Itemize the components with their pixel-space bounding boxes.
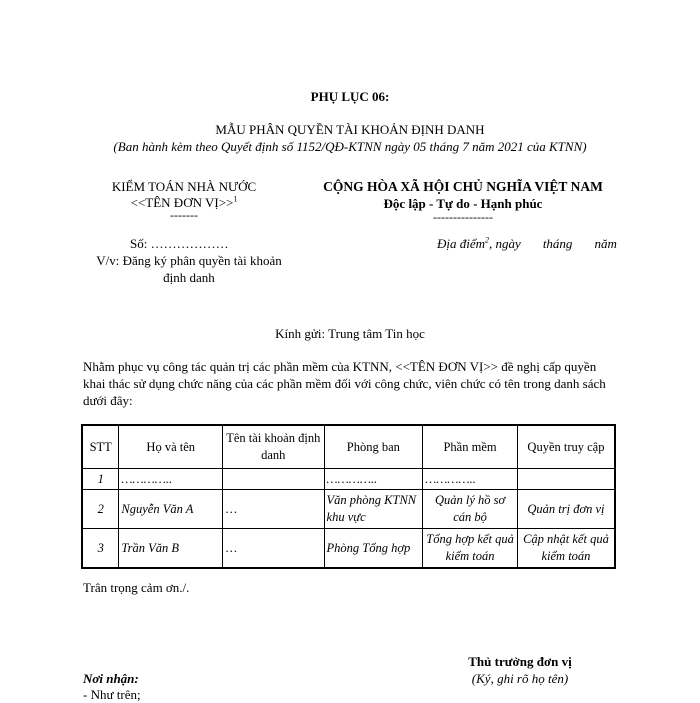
cell-account [223, 469, 324, 490]
intro-paragraph: Nhằm phục vụ công tác quản trị các phần mềm của KTNN, <<TÊN ĐƠN VỊ>> đề nghị cấp quyền khai thác sử dụng chức năng của các phần mềm đối với công chức, viên chức có tên trong danh sách dưới đây: [83, 359, 606, 408]
cell-role: Quản trị đơn vị [517, 490, 615, 529]
permission-table [81, 424, 616, 569]
cell-dept: Phòng Tổng hợp [324, 529, 423, 569]
header-software: Phần mềm [423, 425, 518, 469]
decision-reference: (Ban hành kèm theo Quyết định số 1152/QĐ-KTNN ngày 05 tháng 7 năm 2021 của KTNN) [113, 139, 587, 154]
unit-name-text: <<TÊN ĐƠN VỊ>> [130, 195, 234, 210]
cell-account: … [223, 529, 324, 569]
recipient-line: Kính gửi: Trung tâm Tin học [275, 326, 425, 341]
place-date [437, 236, 617, 252]
signature-instruction: (Ký, ghi rõ họ tên) [471, 671, 569, 686]
cell-account: … [223, 490, 324, 529]
header-stt: STT [82, 425, 119, 469]
cell-dept: Văn phòng KTNN khu vực [324, 490, 423, 529]
closing-line: Trân trọng cảm ơn./. [83, 580, 190, 595]
cell-stt: 1 [82, 469, 119, 490]
document-title: MẪU PHÂN QUYỀN TÀI KHOẢN ĐỊNH DANH [215, 122, 485, 137]
country-name: CỘNG HÒA XÃ HỘI CHỦ NGHĨA VIỆT NAM [323, 179, 603, 194]
cell-name: ………….. [119, 469, 223, 490]
receivers-item: - Như trên; [83, 687, 141, 702]
cell-stt: 2 [82, 490, 119, 529]
organization-name: KIỂM TOÁN NHÀ NƯỚC [111, 179, 257, 194]
place-label: Địa điểm [437, 236, 486, 251]
signer-title: Thủ trưởng đơn vị [468, 654, 572, 669]
cell-software: ………….. [423, 469, 518, 490]
table-row [82, 529, 615, 569]
document-subject: V/v: Đăng ký phân quyền tài khoản định danh [96, 253, 282, 285]
month-label: tháng [542, 236, 573, 251]
cell-software: Quản lý hồ sơ cán bộ [423, 490, 518, 529]
cell-dept: ………….. [324, 469, 423, 490]
header-name: Họ và tên [119, 425, 223, 469]
cell-stt: 3 [82, 529, 119, 569]
header-role: Quyền truy cập [517, 425, 615, 469]
cell-role: Cập nhật kết quả kiểm toán [517, 529, 615, 569]
header-account: Tên tài khoản định danh [223, 425, 324, 469]
cell-software: Tổng hợp kết quả kiểm toán [423, 529, 518, 569]
cell-name: Nguyễn Văn A [119, 490, 223, 529]
cell-role [517, 469, 615, 490]
table-row [82, 469, 615, 490]
header-dept: Phòng ban [324, 425, 423, 469]
organization-divider: ------- [170, 208, 198, 222]
receivers-label: Nơi nhận: [83, 671, 139, 686]
place-footnote: 2 [485, 235, 490, 245]
day-label: , ngày [489, 236, 521, 251]
national-motto: Độc lập - Tự do - Hạnh phúc [383, 196, 543, 211]
table-header-row [82, 425, 615, 469]
motto-divider: --------------- [433, 210, 493, 224]
appendix-label: PHỤ LỤC 06: [310, 89, 390, 104]
table-row [82, 490, 615, 529]
cell-name: Trần Văn B [119, 529, 223, 569]
year-label: năm [594, 236, 617, 251]
document-number: Số: ……………… [130, 236, 229, 251]
unit-footnote: 1 [233, 194, 238, 204]
